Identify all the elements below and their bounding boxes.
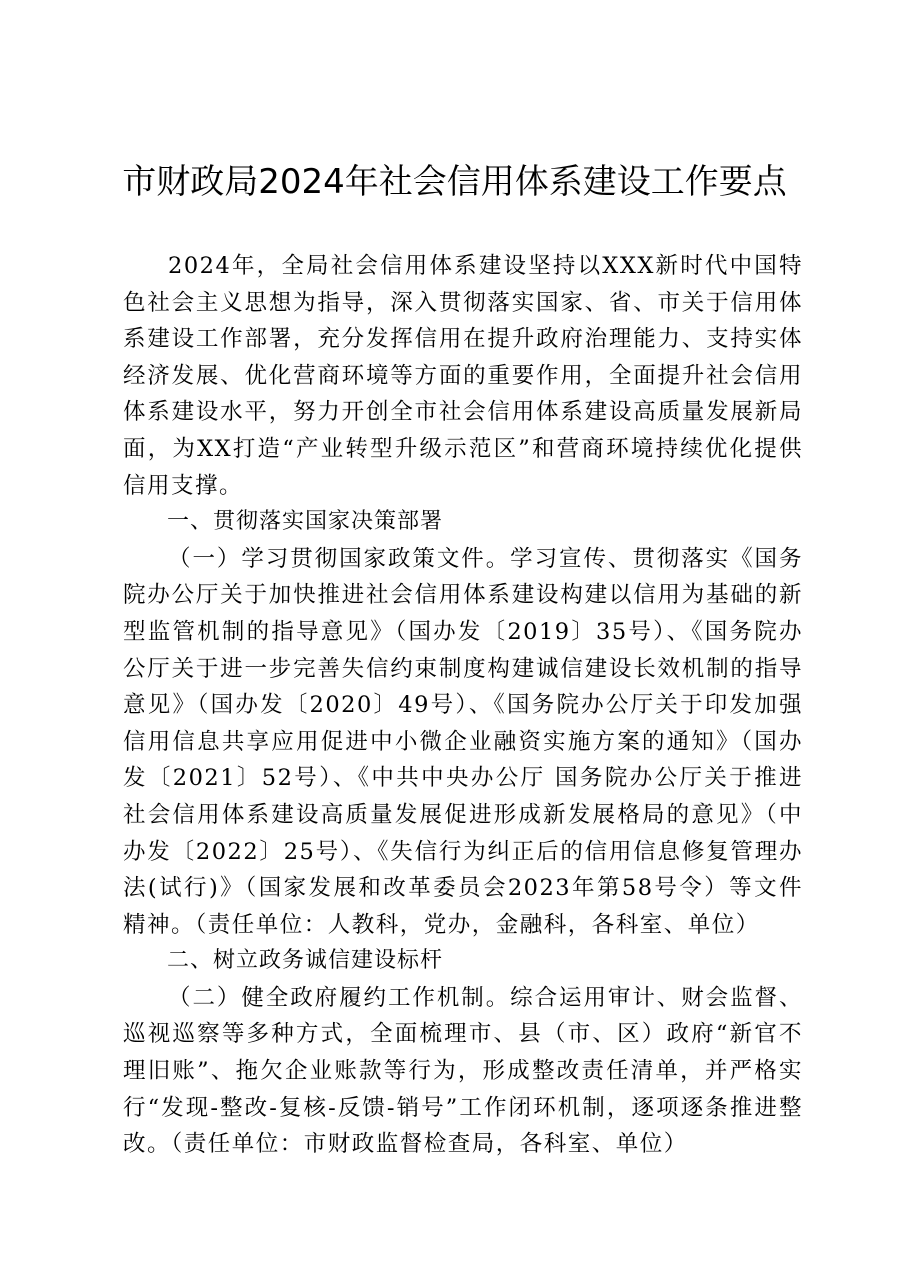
section-paragraph-2: （二）健全政府履约工作机制。综合运用审计、财会监督、巡视巡察等多种方式，全面梳理市、县（市、区）政府“新官不理旧账”、拖欠企业账款等行为，形成整改责任清单，并严格实行“发现-整改-复核-反馈-销号”工作闭环机制，逐项逐条推进整改。（责任单位：市财政监督检查局，各科室、单位） [123,984,803,1158]
document-body [123,248,803,1163]
document-title: 市财政局2024年社会信用体系建设工作要点 [122,162,787,202]
section-heading-2: 二、树立政务诚信建设标杆 [167,948,444,974]
intro-paragraph: 2024年，全局社会信用体系建设坚持以XXX新时代中国特色社会主义思想为指导，深入贯彻落实国家、省、市关于信用体系建设工作部署，充分发挥信用在提升政府治理能力、支持实体经济发展、优化营商环境等方面的重要作用，全面提升社会信用体系建设水平，努力开创全市社会信用体系建设高质量发展新局面，为XX打造“产业转型升级示范区”和营商环境持续优化提供信用支撑。 [123,253,803,499]
section-paragraph-1: （一）学习贯彻国家政策文件。学习宣传、贯彻落实《国务院办公厅关于加快推进社会信用体系建设构建以信用为基础的新型监管机制的指导意见》（国办发〔2019〕35号）、《国务院办公厅关于进一步完善失信约束制度构建诚信建设长效机制的指导意见》（国办发〔2020〕49号）、《国务院办公厅关于印发加强信用信息共享应用促进中小微企业融资实施方案的通知》（国办发〔2021〕52号）、《中共中央办公厅 国务院办公厅关于推进社会信用体系建设高质量发展促进形成新发展格局的意见》（中办发〔2022〕25号）、《失信行为纠正后的信用信息修复管理办法(试行)》（国家发展和改革委员会2023年第58号令）等文件精神。（责任单位：人教科，党办，金融科，各科室、单位） [123,545,803,938]
section-heading-1: 一、贯彻落实国家决策部署 [167,509,444,535]
